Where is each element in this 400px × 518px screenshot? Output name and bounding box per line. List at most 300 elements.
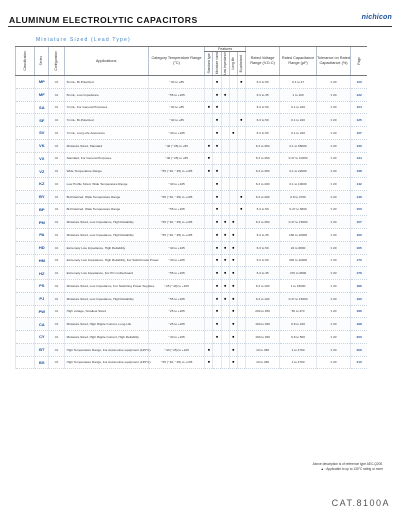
feature-cell: [205, 152, 213, 165]
configuration-cell: 04: [49, 267, 64, 280]
feature-dot-icon: ●: [231, 359, 235, 365]
feature-cell: [229, 88, 237, 101]
series-cell: VX: [35, 152, 49, 165]
series-cell: CY: [35, 331, 49, 344]
page-link[interactable]: 160: [351, 229, 367, 242]
feature-cell: [221, 331, 229, 344]
feature-cell: [205, 76, 213, 89]
feature-cell: [213, 305, 221, 318]
feature-dot-icon: ●: [223, 244, 227, 250]
feature-cell: [237, 76, 245, 89]
feature-cell: [213, 356, 221, 369]
feature-dot-icon: ●: [231, 244, 235, 250]
voltage-cell: 6.3 to 50: [245, 203, 279, 216]
page-link[interactable]: 125: [351, 114, 367, 127]
capacitance-cell: 6.8 to 220: [280, 318, 316, 331]
header-applications: Applications: [64, 47, 148, 76]
capacitance-cell: 0.47 to 15000: [280, 216, 316, 229]
feature-cell: [205, 114, 213, 127]
voltage-cell: 6.3 to 400: [245, 178, 279, 191]
page-link[interactable]: 142: [351, 178, 367, 191]
feature-cell: [205, 190, 213, 203]
tolerance-cell: ± 20: [316, 292, 350, 305]
table-row: [16, 356, 368, 369]
tolerance-cell: ± 20: [316, 331, 350, 344]
feature-dot-icon: ●: [240, 117, 243, 123]
tolerance-cell: ± 20: [316, 280, 350, 293]
feature-dot-icon: ●: [215, 257, 219, 263]
temperature-range-cell: −55 (−40, −25) to +105: [148, 190, 205, 203]
feature-dot-icon: ●: [215, 142, 219, 148]
feature-cell: [205, 280, 213, 293]
temperature-range-cell: −40 (−25) to +85: [148, 152, 205, 165]
feature-cell: [229, 267, 237, 280]
series-cell: KZ: [35, 178, 49, 191]
tolerance-cell: ± 20: [316, 76, 350, 89]
header-series: Series: [35, 47, 49, 76]
voltage-cell: 6.3 to 50: [245, 76, 279, 89]
series-cell: SA: [35, 101, 49, 114]
feature-cell: [229, 152, 237, 165]
classification-cell: [16, 343, 35, 356]
voltage-cell: 6.3 to 450: [245, 139, 279, 152]
application-cell: Miniature Sized, Low Impedance, High Reliability: [64, 229, 148, 242]
feature-dot-icon: ●: [207, 155, 211, 161]
capacitance-cell: 56 to 470: [280, 305, 316, 318]
series-cell: PJ: [35, 292, 49, 305]
capacitance-cell: 470 to 6800: [280, 267, 316, 280]
page-link[interactable]: 170: [351, 254, 367, 267]
page-link[interactable]: 127: [351, 127, 367, 140]
series-cell: VZ: [35, 165, 49, 178]
feature-cell: [229, 203, 237, 216]
table-row: [16, 229, 368, 242]
tolerance-cell: ± 20: [316, 152, 350, 165]
table-row: [16, 139, 368, 152]
feature-cell: [229, 216, 237, 229]
application-cell: 5mmL, Bi-Polarized: [64, 76, 148, 89]
series-cell: BT: [35, 343, 49, 356]
voltage-cell: 6.3 to 450: [245, 216, 279, 229]
feature-cell: [237, 178, 245, 191]
header-features: Features: [205, 47, 246, 52]
page-link[interactable]: 130: [351, 139, 367, 152]
tolerance-cell: ± 20: [316, 305, 350, 318]
feature-dot-icon: ●: [215, 231, 219, 237]
feature-cell: [213, 254, 221, 267]
series-cell: BY: [35, 190, 49, 203]
temperature-range-cell: −40 to +105: [148, 254, 205, 267]
feature-cell: [237, 216, 245, 229]
tolerance-cell: ± 20: [316, 101, 350, 114]
feature-cell: [213, 331, 221, 344]
header-feature-bi-polarized: Bi-polarized: [237, 52, 245, 76]
table-row: [16, 343, 368, 356]
table-row: [16, 114, 368, 127]
feature-cell: [213, 76, 221, 89]
tolerance-cell: ± 20: [316, 139, 350, 152]
table-row: [16, 241, 368, 254]
feature-dot-icon: ●: [240, 193, 243, 199]
tolerance-cell: ± 20: [316, 165, 350, 178]
series-cell: HM: [35, 254, 49, 267]
feature-cell: [213, 318, 221, 331]
configuration-cell: 04: [49, 127, 64, 140]
voltage-cell: 6.3 to 450: [245, 152, 279, 165]
feature-dot-icon: ●: [215, 91, 219, 97]
classification-cell: [16, 165, 35, 178]
configuration-cell: 04: [49, 331, 64, 344]
capacitance-cell: 0.47 to 10000: [280, 152, 316, 165]
feature-cell: [229, 331, 237, 344]
feature-cell: [221, 280, 229, 293]
feature-cell: [205, 88, 213, 101]
feature-cell: [221, 305, 229, 318]
configuration-cell: 04: [49, 76, 64, 89]
temperature-range-cell: −40 to +105: [148, 241, 205, 254]
feature-cell: [237, 267, 245, 280]
capacitance-cell: 180 to 10000: [280, 229, 316, 242]
temperature-range-cell: −55 to +105: [148, 88, 205, 101]
tolerance-cell: ± 20: [316, 114, 350, 127]
table-row: [16, 305, 368, 318]
feature-cell: [213, 229, 221, 242]
feature-cell: [229, 292, 237, 305]
feature-dot-icon: ●: [215, 282, 219, 288]
tolerance-cell: ± 20: [316, 356, 350, 369]
feature-cell: [229, 305, 237, 318]
voltage-cell: 6.3 to 100: [245, 292, 279, 305]
feature-cell: [213, 343, 221, 356]
feature-cell: [205, 267, 213, 280]
classification-cell: [16, 114, 35, 127]
table-row: [16, 190, 368, 203]
application-cell: Extremely Low Impedance, For PC motherboard: [64, 267, 148, 280]
temperature-range-cell: −55 (−40, −25) to +105: [148, 229, 205, 242]
page-link[interactable]: 190: [351, 292, 367, 305]
feature-cell: [221, 318, 229, 331]
feature-cell: [221, 114, 229, 127]
feature-dot-icon: ●: [215, 78, 219, 84]
application-cell: 5mmL, Low Impedance: [64, 88, 148, 101]
application-cell: Extremely Low Impedance, High Reliability: [64, 241, 148, 254]
capacitance-cell: 0.1 to 220: [280, 101, 316, 114]
classification-cell: [16, 229, 35, 242]
capacitance-cell: 1 to 4700: [280, 356, 316, 369]
page-link[interactable]: 200: [351, 331, 367, 344]
voltage-cell: 6.3 to 400: [245, 190, 279, 203]
classification-cell: [16, 216, 35, 229]
feature-cell: [213, 127, 221, 140]
feature-dot-icon: ●: [215, 180, 219, 186]
series-cell: PA: [35, 229, 49, 242]
application-cell: Low Profile Sized, Wide Temperature Range: [64, 178, 148, 191]
table-row: [16, 178, 368, 191]
feature-cell: [205, 101, 213, 114]
feature-cell: [221, 127, 229, 140]
table-row: [16, 152, 368, 165]
feature-dot-icon: ●: [223, 295, 227, 301]
voltage-cell: 160 to 450: [245, 318, 279, 331]
tolerance-cell: ± 20: [316, 88, 350, 101]
page-link[interactable]: 124: [351, 101, 367, 114]
series-cell: MP: [35, 76, 49, 89]
feature-cell: [205, 178, 213, 191]
brand-logo: nichicon: [361, 14, 392, 21]
tolerance-cell: ± 20: [316, 190, 350, 203]
configuration-cell: 04: [49, 203, 64, 216]
feature-cell: [237, 165, 245, 178]
capacitor-series-table: [15, 46, 367, 369]
page-link[interactable]: 176: [351, 267, 367, 280]
feature-cell: [221, 152, 229, 165]
page-link[interactable]: 120: [351, 76, 367, 89]
feature-cell: [237, 101, 245, 114]
header-configuration: Configuration: [49, 47, 64, 76]
application-cell: 7mmL, Bi-Polarized: [64, 114, 148, 127]
temperature-range-cell: −40 (−25) to +125: [148, 343, 205, 356]
feature-cell: [213, 241, 221, 254]
page-link[interactable]: 157: [351, 216, 367, 229]
tolerance-cell: ± 20: [316, 178, 350, 191]
feature-cell: [205, 343, 213, 356]
classification-cell: [16, 190, 35, 203]
header-category-temperature: Category Temperature Range (°C): [148, 47, 205, 76]
temperature-range-cell: −40 to +105: [148, 178, 205, 191]
feature-dot-icon: ●: [240, 78, 243, 84]
application-cell: Miniature Sized, High Ripple Current, High Reliability: [64, 331, 148, 344]
feature-cell: [205, 356, 213, 369]
temperature-range-cell: −40 to +105: [148, 127, 205, 140]
feature-cell: [237, 229, 245, 242]
page-link[interactable]: 138: [351, 165, 367, 178]
feature-cell: [229, 254, 237, 267]
classification-cell: [16, 76, 35, 89]
voltage-cell: 6.3 to 35: [245, 267, 279, 280]
page-link[interactable]: 146: [351, 190, 367, 203]
configuration-cell: 04: [49, 229, 64, 242]
feature-dot-icon: ●: [231, 321, 235, 327]
feature-cell: [213, 216, 221, 229]
feature-cell: [229, 343, 237, 356]
page-link[interactable]: 206: [351, 343, 367, 356]
page-link[interactable]: 198: [351, 318, 367, 331]
feature-cell: [213, 267, 221, 280]
feature-dot-icon: ●: [215, 321, 219, 327]
page-title: ALUMINUM ELECTROLYTIC CAPACITORS: [9, 15, 198, 25]
feature-dot-icon: ●: [231, 333, 235, 339]
application-cell: High Temperature Range, For Automotive equipment (125°C): [64, 343, 148, 356]
page-link[interactable]: 165: [351, 241, 367, 254]
feature-cell: [205, 292, 213, 305]
voltage-cell: 160 to 450: [245, 331, 279, 344]
feature-dot-icon: ●: [231, 129, 235, 135]
temperature-range-cell: −40 to +85: [148, 114, 205, 127]
series-cell: HD: [35, 241, 49, 254]
tolerance-cell: ± 20: [316, 241, 350, 254]
page-link[interactable]: 122: [351, 88, 367, 101]
configuration-cell: 04: [49, 216, 64, 229]
configuration-cell: 04: [49, 88, 64, 101]
application-cell: Miniature Sized, High Ripple Current, Long Life: [64, 318, 148, 331]
feature-dot-icon: ●: [207, 359, 211, 365]
feature-dot-icon: ●: [231, 231, 235, 237]
header-feature-standard: Standard type: [205, 52, 213, 76]
configuration-cell: 04: [49, 101, 64, 114]
feature-dot-icon: ●: [223, 270, 227, 276]
feature-dot-icon: ●: [215, 129, 219, 135]
feature-cell: [237, 203, 245, 216]
feature-dot-icon: ●: [215, 270, 219, 276]
application-cell: 7mmL, For General Purposes: [64, 101, 148, 114]
table-row: [16, 318, 368, 331]
feature-cell: [213, 152, 221, 165]
feature-cell: [237, 343, 245, 356]
feature-cell: [229, 139, 237, 152]
temperature-range-cell: −55 to +105: [148, 203, 205, 216]
temperature-range-cell: −25 to +105: [148, 318, 205, 331]
feature-dot-icon: ●: [207, 104, 211, 110]
temperature-range-cell: −25 (−40) to +105: [148, 280, 205, 293]
feature-cell: [205, 254, 213, 267]
table-row: [16, 165, 368, 178]
note-line-1: Above description is of reference type AEC-Q200.: [312, 462, 383, 466]
feature-cell: [221, 139, 229, 152]
temperature-range-cell: −55 (−40, −25) to +105: [148, 216, 205, 229]
table-row: [16, 101, 368, 114]
feature-cell: [213, 165, 221, 178]
feature-cell: [205, 305, 213, 318]
configuration-cell: 04: [49, 190, 64, 203]
voltage-cell: 6.3 to 50: [245, 241, 279, 254]
configuration-cell: 04: [49, 178, 64, 191]
table-row: [16, 331, 368, 344]
table-row: [16, 280, 368, 293]
feature-dot-icon: ●: [223, 282, 227, 288]
feature-cell: [213, 139, 221, 152]
feature-cell: [229, 241, 237, 254]
title-divider: [8, 26, 392, 27]
feature-cell: [213, 280, 221, 293]
feature-cell: [205, 229, 213, 242]
classification-cell: [16, 356, 35, 369]
configuration-cell: 04: [49, 356, 64, 369]
series-cell: MF: [35, 88, 49, 101]
application-cell: Bi-Polarized, Wide Temperature Range: [64, 203, 148, 216]
feature-cell: [205, 127, 213, 140]
feature-cell: [221, 356, 229, 369]
classification-cell: [16, 88, 35, 101]
feature-cell: [205, 203, 213, 216]
voltage-cell: 6.3 to 50: [245, 114, 279, 127]
table-row: [16, 127, 368, 140]
application-cell: High Temperature Range, For Automotive equipment (135°C): [64, 356, 148, 369]
capacitance-cell: 1 to 100: [280, 88, 316, 101]
classification-cell: [16, 267, 35, 280]
feature-cell: [229, 229, 237, 242]
feature-cell: [229, 165, 237, 178]
classification-cell: [16, 101, 35, 114]
capacitance-cell: 0.47 to 15000: [280, 292, 316, 305]
feature-dot-icon: ●: [231, 219, 235, 225]
table-row: [16, 88, 368, 101]
tolerance-cell: ± 20: [316, 343, 350, 356]
series-cell: PS: [35, 280, 49, 293]
feature-cell: [205, 216, 213, 229]
classification-cell: [16, 254, 35, 267]
page-link[interactable]: 210: [351, 356, 367, 369]
voltage-cell: 6.3 to 50: [245, 127, 279, 140]
feature-cell: [205, 318, 213, 331]
application-cell: Miniature Sized, Low Impedance, High Reliability: [64, 292, 148, 305]
configuration-cell: 04: [49, 254, 64, 267]
feature-dot-icon: ●: [223, 257, 227, 263]
feature-cell: [221, 88, 229, 101]
page-link[interactable]: 134: [351, 152, 367, 165]
feature-cell: [213, 178, 221, 191]
feature-cell: [221, 165, 229, 178]
feature-dot-icon: ●: [215, 295, 219, 301]
feature-dot-icon: ●: [231, 270, 235, 276]
feature-cell: [237, 318, 245, 331]
series-cell: BP: [35, 203, 49, 216]
header-rated-voltage: Rated Voltage Range (V.D.C): [245, 47, 279, 76]
capacitance-cell: 0.1 to 47: [280, 76, 316, 89]
temperature-range-cell: −55 (−40, −25) to +135: [148, 356, 205, 369]
feature-cell: [221, 76, 229, 89]
feature-dot-icon: ●: [231, 257, 235, 263]
application-cell: 7mmL, Long Life Assurance: [64, 127, 148, 140]
application-cell: Extremely Low Impedance, High Reliability, For Switchmode Power: [64, 254, 148, 267]
feature-dot-icon: ●: [215, 117, 219, 123]
feature-dot-icon: ●: [223, 219, 227, 225]
series-cell: HZ: [35, 267, 49, 280]
series-cell: BS: [35, 356, 49, 369]
feature-cell: [237, 241, 245, 254]
note-line-2: ▲ : Applicable to up to 130°C rating or more: [320, 467, 383, 471]
feature-cell: [229, 114, 237, 127]
voltage-cell: 6.3 to 50: [245, 101, 279, 114]
configuration-cell: 04: [49, 292, 64, 305]
feature-cell: [237, 305, 245, 318]
feature-cell: [213, 190, 221, 203]
section-subtitle: Miniature Sized (Lead Type): [36, 37, 131, 43]
page-link[interactable]: 196: [351, 305, 367, 318]
configuration-cell: 04: [49, 114, 64, 127]
capacitance-cell: 0.8 to 4700: [280, 190, 316, 203]
feature-cell: [229, 178, 237, 191]
application-cell: Miniature Sized, Standard: [64, 139, 148, 152]
series-cell: SV: [35, 127, 49, 140]
feature-cell: [221, 178, 229, 191]
application-cell: Wide Temperature Range: [64, 165, 148, 178]
classification-cell: [16, 241, 35, 254]
capacitance-cell: 0.1 to 220: [280, 127, 316, 140]
classification-cell: [16, 331, 35, 344]
classification-cell: [16, 305, 35, 318]
series-cell: SF: [35, 114, 49, 127]
series-cell: PW: [35, 305, 49, 318]
tolerance-cell: ± 20: [316, 267, 350, 280]
page-link[interactable]: 186: [351, 280, 367, 293]
classification-cell: [16, 318, 35, 331]
page-link[interactable]: 150: [351, 203, 367, 216]
tolerance-cell: ± 20: [316, 229, 350, 242]
feature-cell: [221, 101, 229, 114]
header-feature-miniature: Miniature sized: [213, 52, 221, 76]
feature-cell: [237, 254, 245, 267]
capacitance-cell: 0.1 to 22000: [280, 165, 316, 178]
